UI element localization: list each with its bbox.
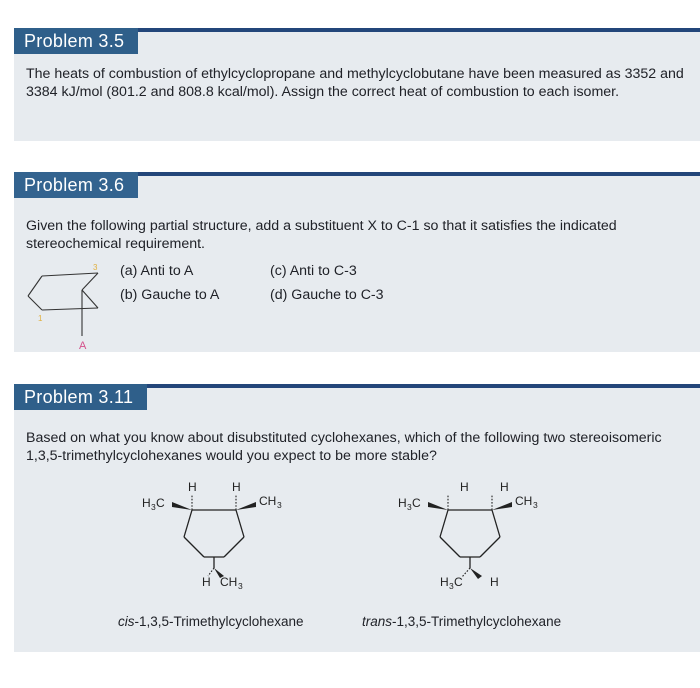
problem-3-11-header — [14, 384, 700, 412]
svg-text:H: H — [398, 496, 407, 510]
svg-text:3: 3 — [277, 500, 282, 510]
page-margin — [0, 652, 700, 688]
problem-3-6-panel — [14, 172, 700, 352]
problem-3-5-panel — [14, 28, 700, 141]
option-a: (a) Anti to A — [120, 263, 194, 279]
partial-cyclohexane-structure — [20, 258, 110, 354]
option-c: (c) Anti to C-3 — [270, 263, 357, 279]
option-d: (d) Gauche to C-3 — [270, 287, 384, 303]
cis-isomer-name: cis-1,3,5-Trimethylcyclohexane — [118, 614, 304, 629]
svg-text:H: H — [202, 575, 211, 589]
problem-3-11-panel — [14, 384, 700, 652]
svg-text:H: H — [460, 480, 469, 494]
option-b: (b) Gauche to A — [120, 287, 220, 303]
svg-text:CH: CH — [259, 494, 277, 508]
svg-text:3: 3 — [151, 502, 156, 512]
svg-text:H: H — [490, 575, 499, 589]
svg-text:CH: CH — [515, 494, 533, 508]
svg-text:C: C — [454, 575, 463, 589]
trans-trimethylcyclohexane-structure — [390, 480, 570, 604]
svg-text:3: 3 — [238, 581, 243, 591]
svg-text:H: H — [232, 480, 241, 494]
problem-3-5-title: Problem 3.5 — [14, 28, 138, 54]
trans-isomer-name: trans-1,3,5-Trimethylcyclohexane — [362, 614, 562, 629]
svg-text:H: H — [500, 480, 509, 494]
problem-3-6-title: Problem 3.6 — [14, 172, 138, 198]
substituent-a-label: A — [79, 340, 87, 352]
svg-text:3: 3 — [407, 502, 412, 512]
svg-text:CH: CH — [220, 575, 238, 589]
problem-3-5-text: The heats of combustion of ethylcyclopropane and methylcyclobutane have been measured as 3352 and 3384 kJ/mol (801.2 and 808.8 kcal/mol). Assign the correct heat of combustion to each isomer. — [26, 66, 684, 100]
problem-3-11-text: Based on what you know about disubstituted cyclohexanes, which of the following two stereoisomeric 1,3,5-trimethylcyclohexanes would you expect to be more stable? — [26, 430, 662, 464]
svg-text:C: C — [156, 496, 165, 510]
svg-text:H: H — [188, 480, 197, 494]
svg-text:H: H — [142, 496, 151, 510]
cis-trimethylcyclohexane-structure — [134, 480, 314, 604]
problem-3-6-text: Given the following partial structure, add a substituent X to C-1 so that it satisfies the indicated stereochemical requirement. — [26, 218, 617, 252]
problem-3-5-header — [14, 28, 700, 56]
problem-3-6-header — [14, 172, 700, 200]
svg-text:C: C — [412, 496, 421, 510]
svg-text:3: 3 — [449, 581, 454, 591]
carbon-3-label: 3 — [93, 263, 98, 272]
problem-3-11-title: Problem 3.11 — [14, 384, 147, 410]
carbon-1-label: 1 — [38, 314, 43, 323]
svg-text:H: H — [440, 575, 449, 589]
svg-text:3: 3 — [533, 500, 538, 510]
